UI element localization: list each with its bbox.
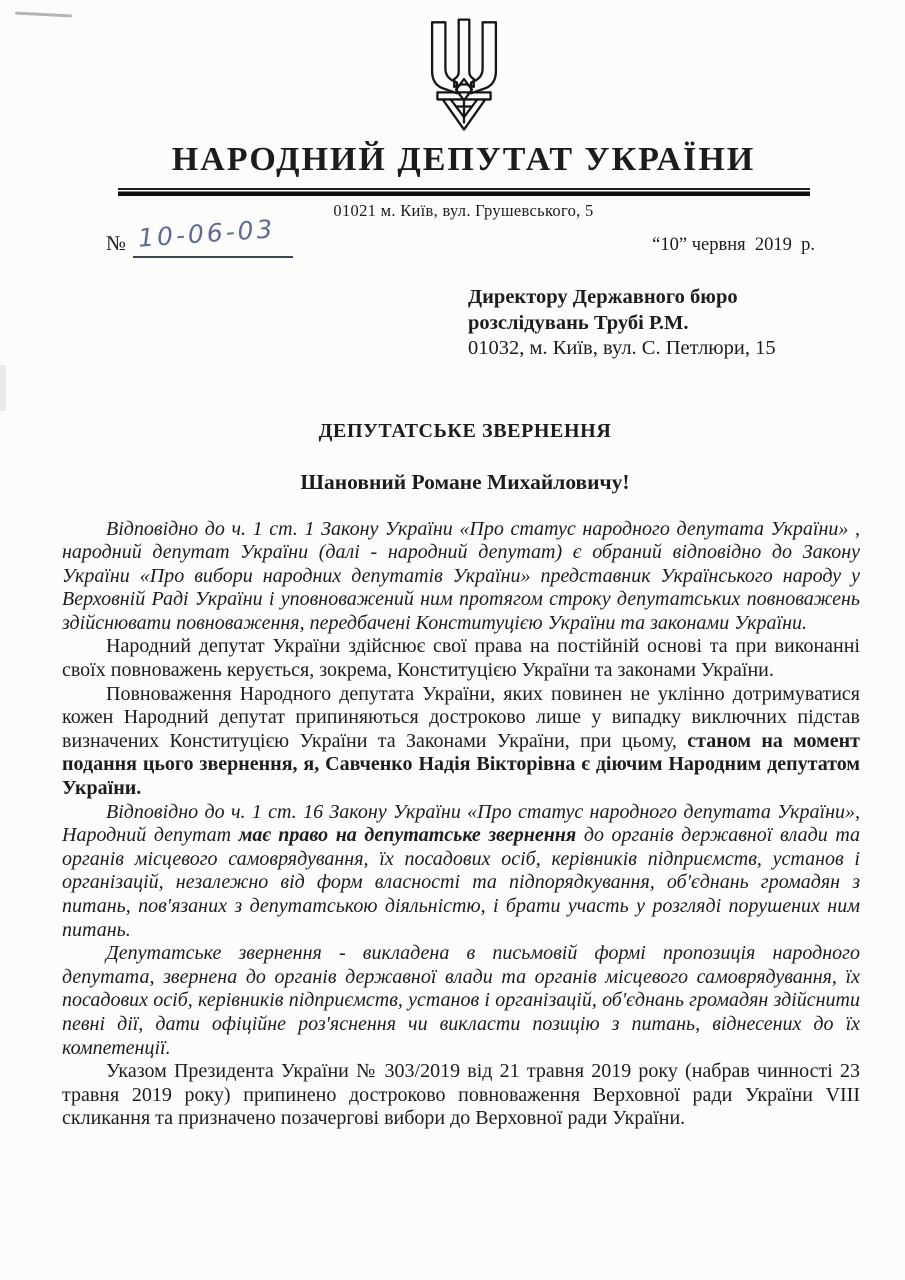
addressee-block — [468, 285, 905, 362]
letterhead-title: НАРОДНИЙ ДЕПУТАТ УКРАЇНИ — [171, 141, 756, 178]
text-segment: Депутатське звернення - викладена в письмовій формі пропозиція народного депутата, звернена до органів державної влади та органів місцевого самоврядування, їх посадових осіб, керівників підприємств, установ і організацій, об'єднань громадян здійснити певні дії, дати офіційне роз'яснення чи викласти позицію з питань, віднесених до їх компетенції. — [62, 942, 860, 1059]
letter-body — [0, 518, 905, 1131]
bold-text-segment: має право на депутатське звернення — [238, 824, 577, 847]
text-segment: Указом Президента України № 303/2019 від 21 травня 2019 року (набрав чинності 23 травня 2019 року) припинено достроково повноваження Верховної ради України VIII скликання та призначено позачергові вибори до Верховної ради України. — [62, 1060, 860, 1130]
body-paragraph — [62, 1060, 860, 1131]
bold-text-segment: станом на момент подання цього звернення, я, Савченко Надія Вікторівна є діючим Народним депутатом України. — [62, 729, 861, 800]
reference-number — [106, 214, 293, 258]
letterhead-address: 01021 м. Київ, вул. Грушевського, 5 — [333, 201, 594, 220]
handwritten-number: 10-06-03 — [137, 214, 277, 253]
text-segment: Відповідно до ч. 1 ст. 1 Закону України «Про статус народного депутата України» , народний депутат України (далі - народний депутат) є обраний відповідно до Закону України «Про вибори народних депутатів України» представник Українського народу у Верховній Раді України і уповноважений ним протягом строку депутатських повноважень здійснювати повноваження, передбачені Конституцією України та законами України. — [62, 517, 860, 634]
body-paragraph — [62, 942, 860, 1060]
number-symbol: № — [106, 231, 127, 255]
reference-line — [0, 214, 905, 258]
document-title: ДЕПУТАТСЬКЕ ЗВЕРНЕННЯ — [318, 419, 612, 442]
body-paragraph — [62, 801, 860, 943]
tryzub-coat-of-arms-icon — [418, 17, 510, 134]
body-paragraph — [62, 683, 860, 801]
text-segment: Народний депутат України здійснює свої права на постійній основі та при виконанні своїх повноважень керується, зокрема, Конституцією України та законами України. — [62, 635, 860, 682]
addressee-line-3: 01032, м. Київ, вул. С. Петлюри, 15 — [468, 337, 776, 359]
addressee-line-1: Директору Державного бюро — [468, 286, 738, 308]
body-paragraph — [62, 635, 860, 682]
letterhead — [0, 0, 905, 221]
addressee-line-2: розслідувань Трубі Р.М. — [468, 311, 689, 334]
salutation: Шановний Романе Михайловичу! — [300, 469, 630, 494]
letterhead-rule — [118, 188, 810, 197]
text-segment: до органів державної влади та органів місцевого самоврядування, їх посадових осіб, керівників підприємств, установ і організацій, незалежно від форм власності та підпорядкування, об'єднань громадян з питань, пов'язаних з депутатською діяльністю, і брати участь у розгляді порушених ним питань. — [62, 824, 861, 941]
date-line: “10” червня 2019 р. — [652, 235, 815, 255]
body-paragraph — [62, 518, 860, 636]
text-segment: Відповідно до ч. 1 ст. 16 Закону України «Про статус народного депутата України», Народний депутат — [62, 800, 860, 847]
handwritten-number-field — [133, 214, 293, 258]
text-segment: Повноваження Народного депутата України, яких повинен не уклінно дотримуватися кожен Народний депутат припиняються достроково лише у випадку виключних підстав визначених Конституцією України та Законами України, при цьому, — [62, 682, 860, 752]
scan-artifact-smudge — [0, 365, 6, 411]
